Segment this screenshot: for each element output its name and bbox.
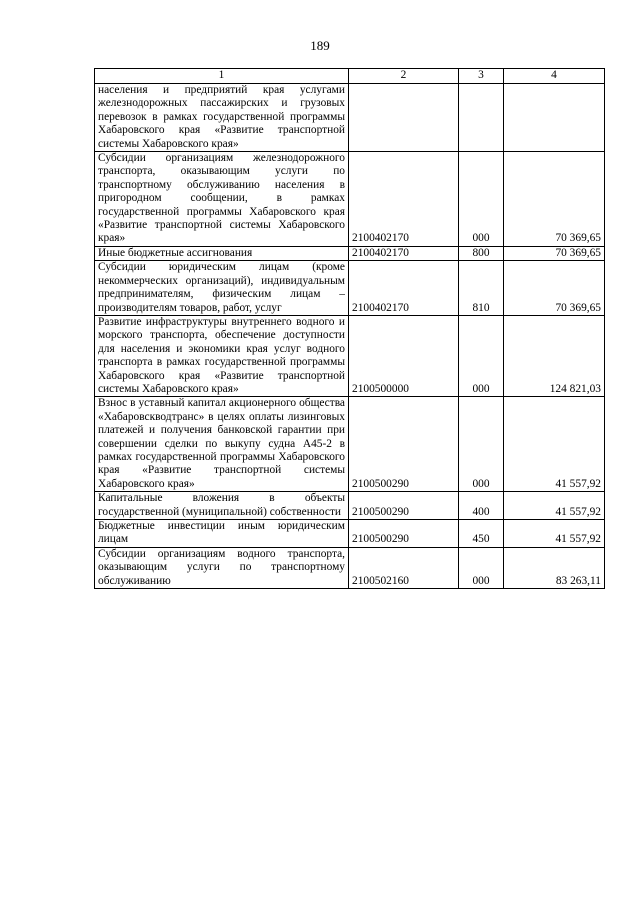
table-row (95, 492, 605, 520)
row-name: Капитальные вложения в объекты государственной (муниципальной) собственности (95, 492, 349, 520)
row-kvr: 000 (459, 547, 504, 588)
row-kvr: 810 (459, 261, 504, 316)
table-row (95, 397, 605, 492)
row-kvr: 450 (459, 520, 504, 548)
row-name: Взнос в уставный капитал акционерного общества «Хабаровскводтранс» в целях оплаты лизинговых платежей и получения банковской гарантии при совершении сделки по выкупу судна А45-2 в рамках государственной программы Хабаровского края «Развитие транспортной системы Хабаровского края» (95, 397, 349, 492)
table-row (95, 547, 605, 588)
row-code: 2100402170 (349, 261, 459, 316)
row-code: 2100502160 (349, 547, 459, 588)
budget-table (94, 68, 605, 589)
header-sum: 4 (504, 69, 605, 84)
row-name: населения и предприятий края услугами железнодорожных пассажирских и грузовых перевозок в рамках государственной программы Хабаровского края «Развитие транспортной системы Хабаровского края» (95, 84, 349, 152)
header-code: 2 (349, 69, 459, 84)
table-row (95, 520, 605, 548)
row-name: Развитие инфраструктуры внутреннего водного и морского транспорта, обеспечение доступности для населения и экономики края услуг водного транспорта в рамках государственной программы Хабаровского края «Развитие транспортной системы Хабаровского края» (95, 315, 349, 396)
table-row (95, 315, 605, 396)
table-row (95, 246, 605, 260)
row-code (349, 84, 459, 152)
row-sum: 124 821,03 (504, 315, 605, 396)
row-code: 2100500290 (349, 520, 459, 548)
table-header-row (95, 69, 605, 84)
row-sum (504, 84, 605, 152)
header-name: 1 (95, 69, 349, 84)
row-name: Субсидии организациям железнодорожного транспорта, оказывающим услуги по транспортному обслуживанию населения в пригородном сообщении, в рамках государственной программы Хабаровского края «Развитие транспортной системы Хабаровского края» (95, 152, 349, 247)
page-number: 189 (310, 38, 330, 53)
header-kvr: 3 (459, 69, 504, 84)
row-name: Бюджетные инвестиции иным юридическим лицам (95, 520, 349, 548)
table-row (95, 84, 605, 152)
row-name: Субсидии организациям водного транспорта, оказывающим услуги по транспортному обслуживанию (95, 547, 349, 588)
row-code: 2100500290 (349, 397, 459, 492)
row-kvr: 800 (459, 246, 504, 260)
row-code: 2100500000 (349, 315, 459, 396)
row-kvr: 000 (459, 315, 504, 396)
row-code: 2100402170 (349, 246, 459, 260)
row-name: Иные бюджетные ассигнования (95, 246, 349, 260)
row-name: Субсидии юридическим лицам (кроме некоммерческих организаций), индивидуальным предпринимателям, физическим лицам – производителям товаров, работ, услуг (95, 261, 349, 316)
row-sum: 70 369,65 (504, 152, 605, 247)
row-kvr: 000 (459, 152, 504, 247)
row-sum: 41 557,92 (504, 492, 605, 520)
row-kvr (459, 84, 504, 152)
row-sum: 41 557,92 (504, 520, 605, 548)
table-row (95, 152, 605, 247)
row-code: 2100402170 (349, 152, 459, 247)
row-code: 2100500290 (349, 492, 459, 520)
row-sum: 41 557,92 (504, 397, 605, 492)
row-kvr: 400 (459, 492, 504, 520)
row-sum: 70 369,65 (504, 261, 605, 316)
table-row (95, 261, 605, 316)
row-sum: 83 263,11 (504, 547, 605, 588)
row-sum: 70 369,65 (504, 246, 605, 260)
row-kvr: 000 (459, 397, 504, 492)
